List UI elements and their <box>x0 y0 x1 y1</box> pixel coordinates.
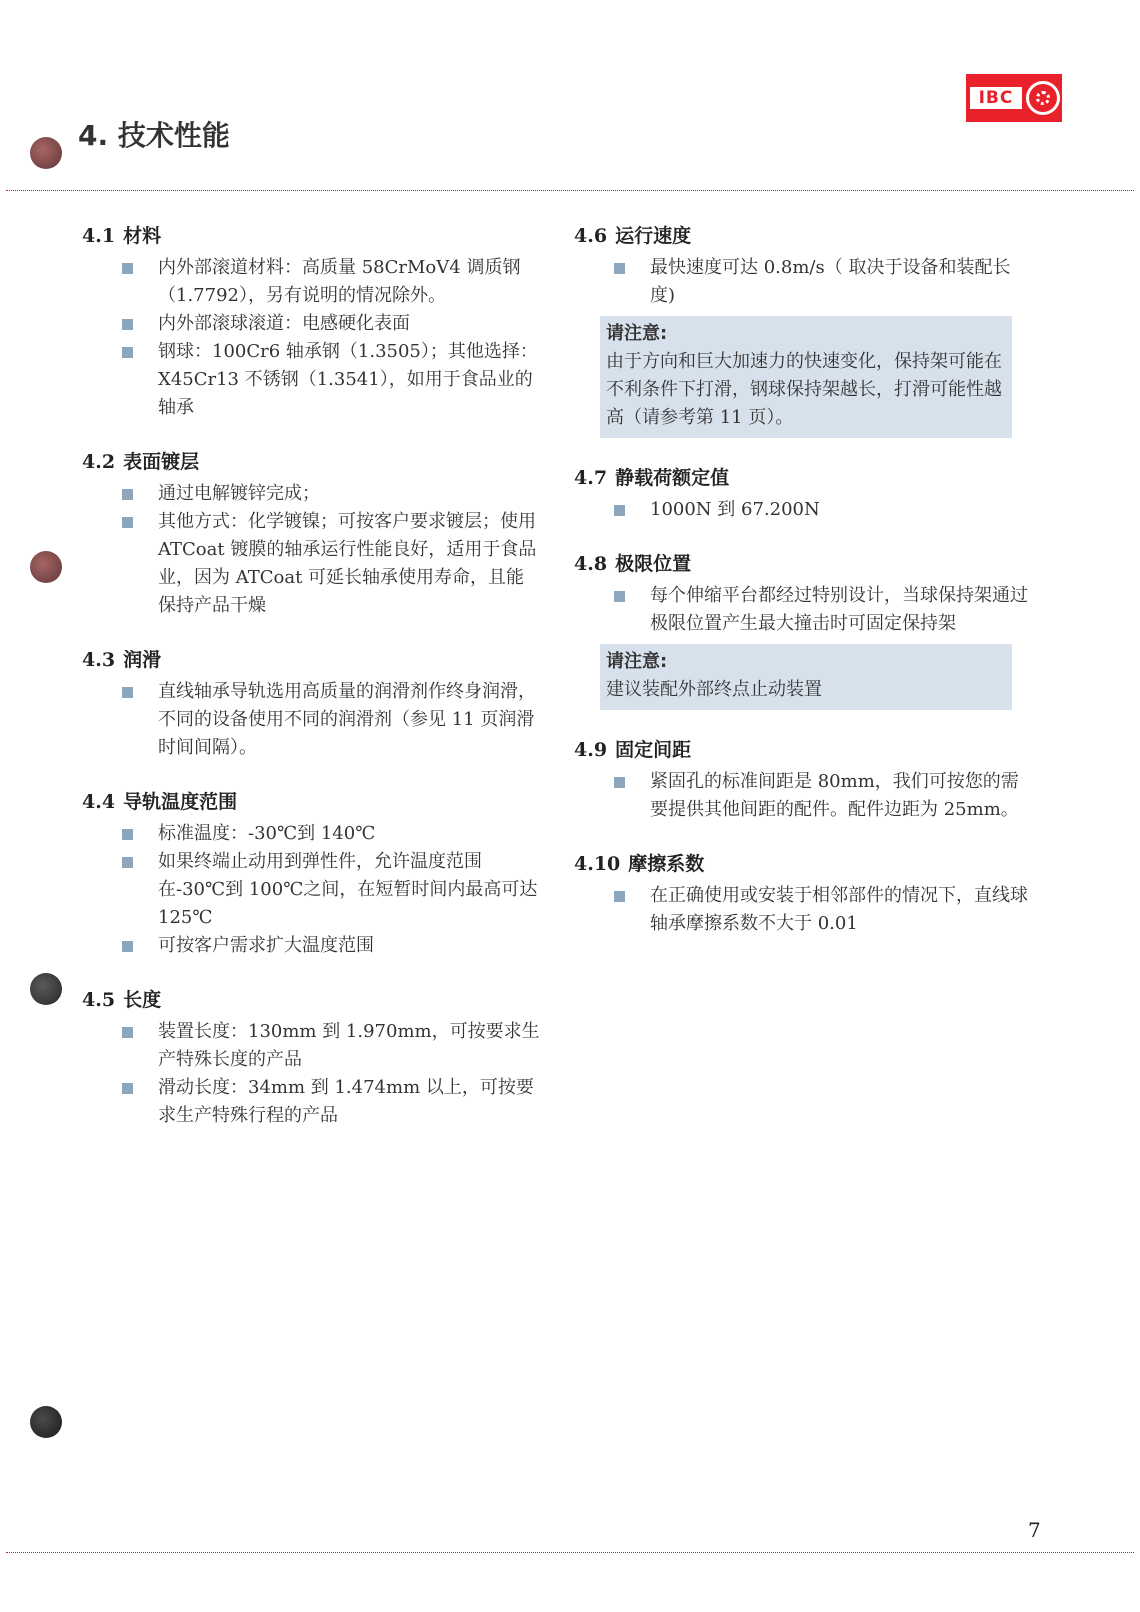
bullet-list <box>82 254 542 422</box>
section-number: 4.7 <box>574 467 608 489</box>
bullet-item: 可按客户需求扩大温度范围 <box>82 932 542 960</box>
bullet-item: 标准温度：-30℃到 140℃ <box>82 820 542 848</box>
section-heading <box>82 448 542 476</box>
left-column <box>82 222 542 1156</box>
section-heading <box>82 646 542 674</box>
page-title: 4. 技术性能 <box>78 119 230 152</box>
section-number: 4.6 <box>574 225 608 247</box>
section-4-5 <box>82 986 542 1130</box>
bullet-list <box>574 582 1034 638</box>
note-title: 请注意: <box>606 651 668 672</box>
bullet-item: 1000N 到 67.200N <box>574 496 1034 524</box>
bullet-item: 通过电解镀锌完成； <box>82 480 542 508</box>
note-title: 请注意: <box>606 323 668 344</box>
section-heading <box>574 464 1034 492</box>
section-4-6 <box>574 222 1034 438</box>
section-title: 静载荷额定值 <box>615 467 730 489</box>
ibc-logo <box>966 74 1062 122</box>
bullet-item: 每个伸缩平台都经过特别设计，当球保持架通过极限位置产生最大撞击时可固定保持架 <box>574 582 1034 638</box>
punch-hole-3 <box>30 973 62 1005</box>
punch-hole-2 <box>30 551 62 583</box>
bullet-item: 内外部滚球滚道：电感硬化表面 <box>82 310 542 338</box>
section-title: 运行速度 <box>615 225 692 247</box>
page-number: 7 <box>1028 1518 1041 1542</box>
section-number: 4.2 <box>82 451 116 473</box>
section-number: 4.10 <box>574 853 621 875</box>
section-number: 4.9 <box>574 739 608 761</box>
bullet-item: 内外部滚道材料：高质量 58CrMoV4 调质钢（1.7792），另有说明的情况除外。 <box>82 254 542 310</box>
section-number: 4.4 <box>82 791 116 813</box>
bullet-list <box>574 768 1034 824</box>
logo-text: IBC <box>970 87 1022 109</box>
note-text: 建议装配外部终点止动装置 <box>606 679 822 700</box>
bullet-list <box>574 496 1034 524</box>
punch-hole-1 <box>30 137 62 169</box>
section-4-8 <box>574 550 1034 710</box>
bullet-item: 直线轴承导轨选用高质量的润滑剂作终身润滑，不同的设备使用不同的润滑剂（参见 11 页润滑时间间隔）。 <box>82 678 542 762</box>
bullet-item: 钢球：100Cr6 轴承钢（1.3505）；其他选择：X45Cr13 不锈钢（1.3541），如用于食品业的轴承 <box>82 338 542 422</box>
section-heading <box>82 222 542 250</box>
note-box <box>600 644 1012 710</box>
top-divider <box>6 190 1134 191</box>
note-text: 由于方向和巨大加速力的快速变化，保持架可能在不利条件下打滑，钢球保持架越长，打滑可能性越高（请参考第 11 页）。 <box>606 351 1002 428</box>
bullet-item: 装置长度：130mm 到 1.970mm，可按要求生产特殊长度的产品 <box>82 1018 542 1074</box>
bullet-list <box>82 480 542 620</box>
section-4-4 <box>82 788 542 960</box>
section-title: 极限位置 <box>615 553 692 575</box>
section-4-9 <box>574 736 1034 824</box>
section-title: 长度 <box>123 989 162 1011</box>
bullet-item: 如果终端止动用到弹性件，允许温度范围在-30℃到 100℃之间，在短暂时间内最高可达 125℃ <box>82 848 542 932</box>
section-number: 4.3 <box>82 649 116 671</box>
bullet-item: 其他方式：化学镀镍；可按客户要求镀层；使用 ATCoat 镀膜的轴承运行性能良好，适用于食品业，因为 ATCoat 可延长轴承使用寿命，且能保持产品干燥 <box>82 508 542 620</box>
bullet-list <box>82 678 542 762</box>
bullet-item: 滑动长度：34mm 到 1.474mm 以上，可按要求生产特殊行程的产品 <box>82 1074 542 1130</box>
right-column <box>574 222 1034 964</box>
section-title: 润滑 <box>123 649 162 671</box>
section-title: 摩擦系数 <box>628 853 705 875</box>
bullet-list <box>82 1018 542 1130</box>
section-heading <box>82 986 542 1014</box>
note-box <box>600 316 1012 438</box>
section-heading <box>82 788 542 816</box>
section-4-1 <box>82 222 542 422</box>
section-heading <box>574 850 1034 878</box>
bullet-list <box>82 820 542 960</box>
bullet-item: 在正确使用或安装于相邻部件的情况下，直线球轴承摩擦系数不大于 0.01 <box>574 882 1034 938</box>
bearing-icon <box>1026 81 1060 115</box>
section-number: 4.1 <box>82 225 116 247</box>
section-heading <box>574 736 1034 764</box>
section-4-7 <box>574 464 1034 524</box>
section-heading <box>574 550 1034 578</box>
bullet-list <box>574 882 1034 938</box>
bullet-list <box>574 254 1034 310</box>
bullet-item: 最快速度可达 0.8m/s（ 取决于设备和装配长度) <box>574 254 1034 310</box>
section-title: 表面镀层 <box>123 451 200 473</box>
section-title: 固定间距 <box>615 739 692 761</box>
section-number: 4.5 <box>82 989 116 1011</box>
punch-hole-4 <box>30 1406 62 1438</box>
bullet-item: 紧固孔的标准间距是 80mm，我们可按您的需要提供其他间距的配件。配件边距为 25mm。 <box>574 768 1034 824</box>
section-number: 4.8 <box>574 553 608 575</box>
section-4-10 <box>574 850 1034 938</box>
section-4-3 <box>82 646 542 762</box>
section-title: 导轨温度范围 <box>123 791 238 813</box>
section-4-2 <box>82 448 542 620</box>
section-heading <box>574 222 1034 250</box>
section-title: 材料 <box>123 225 162 247</box>
bottom-divider <box>6 1552 1134 1553</box>
